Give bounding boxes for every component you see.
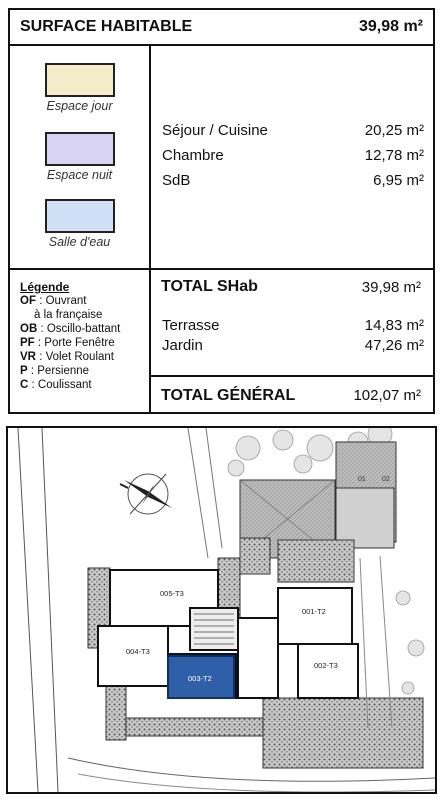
legend [20,280,145,392]
surface-header [10,10,433,46]
roof-block [336,488,394,548]
swatch-label-eau: Salle d'eau [48,235,111,249]
exterior-row [162,336,424,356]
room-list [162,118,424,193]
total-general-row [151,377,433,414]
north-arrow-icon [120,474,172,514]
exterior-area: 47,26 m² [364,337,424,354]
swatch-espace-jour [10,63,149,113]
legend-item: OB : Oscillo-battant [20,323,121,335]
legend-title: Légende [20,280,70,294]
site-plan-drawing [8,428,435,792]
legend-divider [10,268,149,270]
total-general-label: TOTAL GÉNÉRAL [161,386,296,404]
exterior-name: Jardin [162,337,203,354]
street-line [78,774,435,792]
total-general-value: 102,07 m² [353,387,421,404]
surface-table [8,8,435,414]
exterior-list [162,316,424,356]
room-area: 12,78 m² [364,147,424,164]
swatch-label-nuit: Espace nuit [46,168,113,182]
site-boundary-line [42,428,58,792]
garden-bed [263,698,423,768]
legend-item: OF : Ouvrant [20,295,87,307]
total-shab-row [151,270,433,304]
room-area: 20,25 m² [364,122,424,139]
site-boundary-line [188,428,208,558]
room-row [162,118,424,143]
garden-bed [278,540,354,582]
unit-label: 003-T2 [188,674,212,683]
legend-item: C : Coulissant [20,379,92,391]
legend-item: à la française [34,309,103,321]
total-shab-box [151,268,433,304]
exterior-name: Terrasse [162,317,220,334]
room-name: SdB [162,172,191,189]
swatch-color-eau [45,199,115,233]
room-row [162,168,424,193]
total-shab-value: 39,98 m² [361,278,421,296]
unit-label: 001-T2 [302,607,326,616]
swatch-salle-eau [10,199,149,249]
site-boundary-line [18,428,38,792]
room-name: Chambre [162,147,224,164]
garden-bed [240,538,270,574]
legend-item: PF : Porte Fenêtre [20,337,115,349]
plan-mark: 01 [358,476,366,483]
room-row [162,143,424,168]
unit-label: 002-T3 [314,661,338,670]
swatch-color-nuit [45,132,115,166]
unit-label: 005-T3 [160,589,184,598]
unit-label: 004-T3 [126,647,150,656]
legend-item: VR : Volet Roulant [20,351,114,363]
column-divider [149,46,151,412]
exterior-row [162,316,424,336]
swatch-color-jour [45,63,115,97]
surface-value: 39,98 m² [358,18,423,35]
surface-title: SURFACE HABITABLE [20,18,193,35]
site-boundary-line [206,428,222,548]
total-shab-label: TOTAL SHab [161,278,258,295]
swatch-espace-nuit [10,132,149,182]
room-name: Séjour / Cuisine [162,122,268,139]
site-plan [6,426,437,794]
plan-mark: 02 [382,476,390,483]
legend-item: P : Persienne [20,365,90,377]
tree-icons [396,591,424,694]
exterior-area: 14,83 m² [364,317,424,334]
garden-bed [126,718,276,736]
total-general-box [151,375,433,414]
swatch-label-jour: Espace jour [46,99,113,113]
room-area: 6,95 m² [373,172,424,189]
